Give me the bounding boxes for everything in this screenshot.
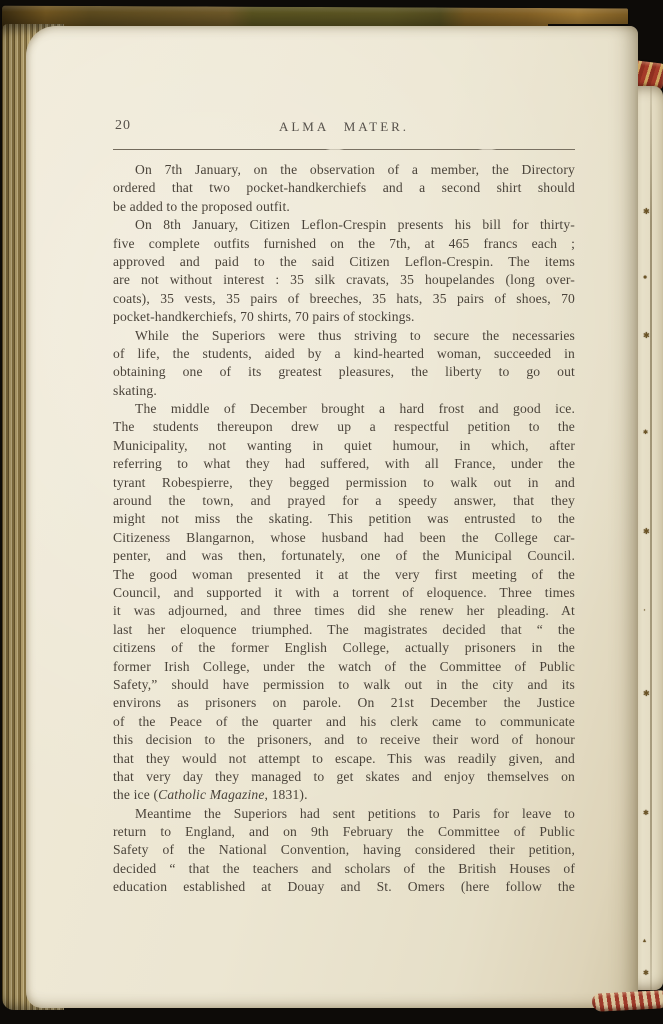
text-line: Council, and supported it with a torrent of eloquence. Three times [113, 584, 575, 600]
text-line: skating. [113, 382, 157, 398]
text-line: decided “ that the teachers and scholars of the British Houses of [113, 860, 575, 876]
text-line: former Irish College, under the watch of the Committee of Public [113, 658, 575, 674]
text-line: penter, and was then, fortunately, one of the Municipal Council. [113, 548, 575, 564]
text-line: On 8th January, Citizen Leflon-Crespin presents his bill for thirty- [135, 217, 575, 233]
text-line: citizens of the former English College, actually prisoners in the [113, 640, 575, 656]
paragraph [113, 216, 575, 326]
gutter-mark-icon: ✱ [643, 430, 649, 436]
text-line: tyrant Robespierre, they begged permission to walk out in and [113, 474, 575, 490]
text-line: The middle of December brought a hard frost and good ice. [135, 401, 575, 417]
text-line: that they would not attempt to escape. This was readily given, and [113, 750, 575, 766]
text-line: be added to the proposed outfit. [113, 198, 290, 214]
gutter-mark-icon: · [643, 605, 646, 615]
text-line: While the Superiors were thus striving to secure the necessaries [135, 327, 575, 343]
paragraph [113, 161, 575, 216]
text-line: last her eloquence triumphed. The magistrates decided that “ the [113, 621, 575, 637]
text-line: are not without interest : 35 silk cravats, 35 houpelandes (long over- [113, 272, 575, 288]
page-header [113, 118, 575, 138]
text-line: Citizeness Blangarnon, whose husband had been the College car- [113, 529, 575, 545]
text-line: environs as prisoners on parole. On 21st December the Justice [113, 695, 575, 711]
text-line: return to England, and on 9th February the Committee of Public [113, 824, 575, 840]
text-line: The students thereupon drew up a respectful petition to the [113, 419, 575, 435]
paragraph [113, 327, 575, 401]
text-line: approved and paid to the said Citizen Leflon-Crespin. The items [113, 253, 575, 269]
text-line: Safety,” should have permission to walk out in the city and its [113, 676, 575, 692]
gutter-mark-icon: ● [643, 273, 648, 281]
gutter-mark-icon: ✱ [643, 207, 650, 216]
paragraph [113, 805, 575, 897]
text-line: of life, the students, aided by a kind-hearted woman, succeeded in [113, 345, 575, 361]
text-line: education established at Douay and St. Omers (here follow the [113, 879, 575, 895]
gutter-mark-icon: ✱ [643, 527, 650, 536]
text-line: that very day they managed to get skates and enjoy themselves on [113, 768, 575, 784]
text-line: pocket-handkerchiefs, 70 shirts, 70 pairs of stockings. [113, 309, 415, 325]
text-line: the ice (Catholic Magazine, 1831). [113, 787, 308, 803]
text-line: The good woman presented it at the very first meeting of the [113, 566, 575, 582]
page-content [113, 26, 575, 1008]
text-line: Municipality, not wanting in quiet humour, in which, after [113, 437, 575, 453]
header-rule [113, 149, 575, 150]
gutter-mark-icon: ✱ [643, 331, 650, 340]
text-line: around the town, and prayed for a speedy answer, that they [113, 493, 575, 509]
text-line: referring to what they had suffered, with all France, under the [113, 456, 575, 472]
text-line: this decision to the prisoners, and to receive their word of honour [113, 732, 575, 748]
gutter-line [650, 86, 652, 990]
tailband [592, 990, 663, 1012]
gutter-mark-icon: ✱ [643, 809, 649, 817]
text-line: Safety of the National Convention, having considered their petition, [113, 842, 575, 858]
gutter-mark-icon: ▴ [643, 938, 647, 944]
page-number: 20 [115, 118, 131, 133]
running-title: ALMA MATER. [278, 119, 410, 134]
text-line: obtaining one of its greatest pleasures, the liberty to go out [113, 364, 575, 380]
text-line: five complete outfits furnished on the 7th, at 465 francs each ; [113, 235, 575, 251]
text-line: Meantime the Superiors had sent petitions to Paris for leave to [135, 805, 575, 821]
text-line: coats), 35 vests, 35 pairs of breeches, 35 hats, 35 pairs of shoes, 70 [113, 290, 575, 306]
gutter-mark-icon: ✱ [643, 689, 650, 698]
book-page [26, 26, 638, 1008]
gutter-mark-icon: ✱ [643, 969, 649, 977]
text-line: On 7th January, on the observation of a member, the Directory [135, 162, 575, 177]
text-line: might not miss the skating. This petition was entrusted to the [113, 511, 575, 527]
text-line: of the Peace of the quarter and his clerk came to communicate [113, 713, 575, 729]
text-block [113, 161, 575, 897]
paragraph [113, 400, 575, 805]
text-line: ordered that two pocket-handkerchiefs and a second shirt should [113, 180, 575, 196]
text-line: it was adjourned, and three times did she renew her pleading. At [113, 603, 575, 619]
